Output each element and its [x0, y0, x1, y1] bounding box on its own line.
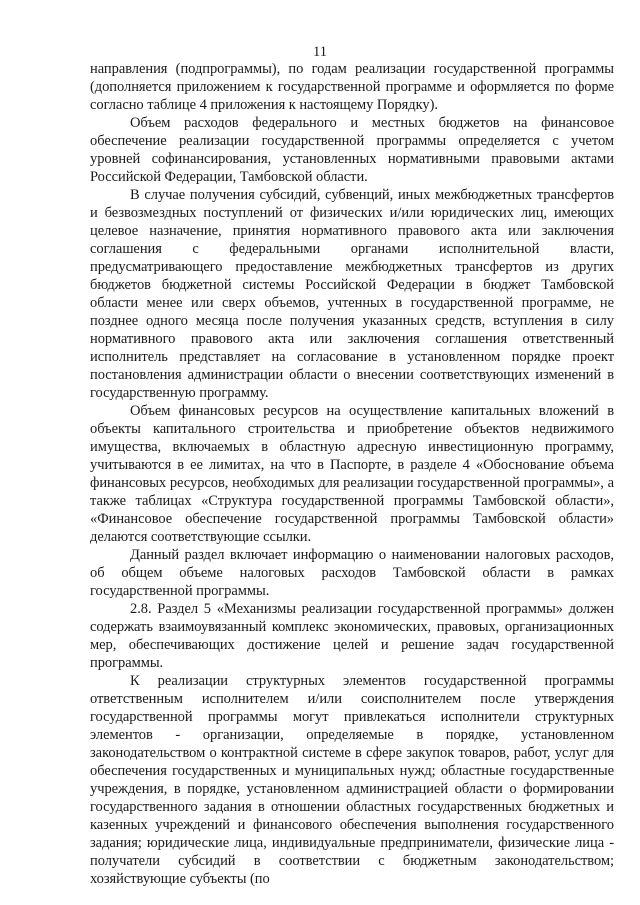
paragraph-3: В случае получения субсидий, субвенций, иных межбюджетных трансфертов и безвозмездных поступлений от физических и/или юридических лиц, имеющих целевое назначение, принятия нормативного правового акта или заключения соглашения с федеральными органами исполнительной власти, предусматривающего предоставление межбюджетных трансфертов из других бюджетов бюджетной системы Российской Федерации в бюджет Тамбовской области менее или сверх объемов, учтенных в государственной программе, не позднее одного месяца после получения указанных средств, вступления в силу нормативного правового акта или заключения соглашения ответственный исполнитель представляет на согласование в установленном порядке проект постановления администрации области о внесении соответствующих изменений в государственную программу.: [90, 187, 614, 401]
document-body: [90, 60, 614, 888]
paragraph-2: Объем расходов федерального и местных бюджетов на финансовое обеспечение реализации государственной программы определяется с учетом уровней софинансирования, установленных нормативными правовыми актами Российской Федерации, Тамбовской области.: [90, 115, 614, 185]
paragraph-7: К реализации структурных элементов государственной программы ответственным исполнителем и/или соисполнителем после утверждения государственной программы могут привлекаться исполнители структурных элементов - организации, определяемые в порядке, установленном законодательством о контрактной системе в сфере закупок товаров, работ, услуг для обеспечения государственных и муниципальных нужд; областные государственные учреждения, в порядке, установленном администрацией области о формировании государственного задания в отношении областных государственных бюджетных и казенных учреждений и финансового обеспечения выполнения государственного задания; юридические лица, индивидуальные предприниматели, физические лица - получатели субсидий в соответствии с бюджетным законодательством; хозяйствующие субъекты (по: [90, 673, 614, 887]
paragraph-4: Объем финансовых ресурсов на осуществление капитальных вложений в объекты капитального строительства и приобретение объектов недвижимого имущества, включаемых в областную адресную инвестиционную программу, учитываются в ее лимитах, на что в Паспорте, в разделе 4 «Обоснование объема финансовых ресурсов, необходимых для реализации государственной программы», а также таблицах «Структура государственной программы Тамбовской области», «Финансовое обеспечение государственной программы Тамбовской области» делаются соответствующие ссылки.: [90, 403, 614, 545]
paragraph-1: направления (подпрограммы), по годам реализации государственной программы (дополняется приложением к государственной программе и оформляется по форме согласно таблице 4 приложения к настоящему Порядку).: [90, 61, 614, 113]
paragraph-6: 2.8. Раздел 5 «Механизмы реализации государственной программы» должен содержать взаимоувязанный комплекс экономических, правовых, организационных мер, обеспечивающих достижение целей и решение задач государственной программы.: [90, 601, 614, 671]
paragraph-5: Данный раздел включает информацию о наименовании налоговых расходов, об общем объеме налоговых расходов Тамбовской области в рамках государственной программы.: [90, 547, 614, 599]
page-number: 11: [313, 44, 327, 60]
